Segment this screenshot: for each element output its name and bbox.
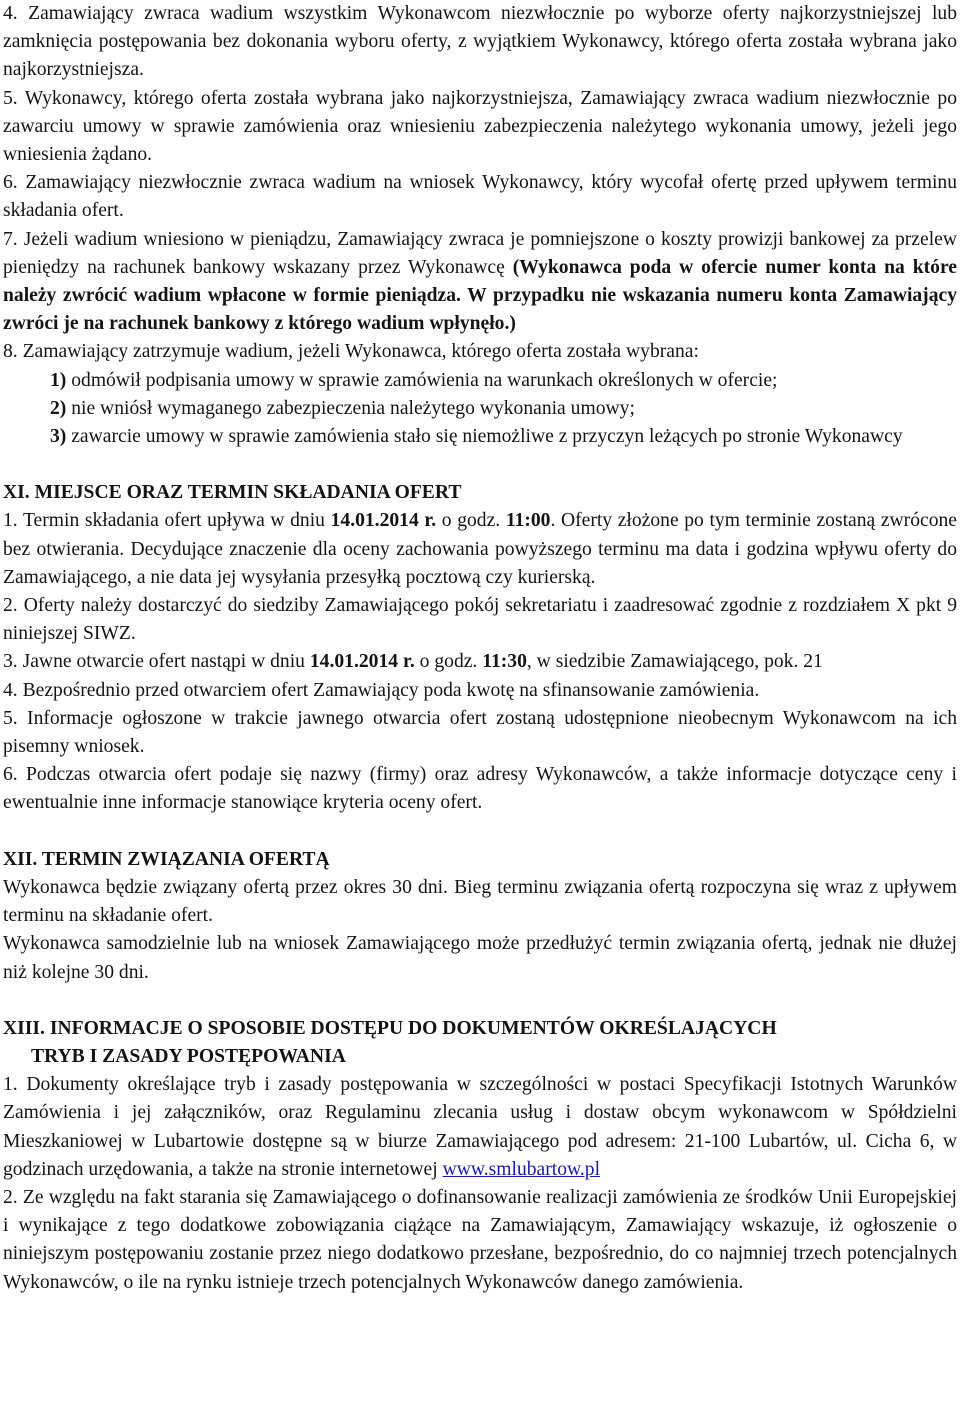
opening-time: 11:30 bbox=[482, 651, 527, 673]
paragraph-x-7 bbox=[3, 226, 957, 339]
paragraph-xi-1-text: 1. Termin składania ofert upływa w dniu bbox=[3, 510, 331, 532]
section-xii-heading: XII. TERMIN ZWIĄZANIA OFERTĄ bbox=[3, 848, 330, 870]
deadline-date: 14.01.2014 r. bbox=[330, 510, 437, 532]
paragraph-xi-1 bbox=[3, 507, 957, 592]
list-item-8-1 bbox=[3, 367, 957, 395]
section-xiii-heading-line2: TRYB I ZASADY POSTĘPOWANIA bbox=[31, 1045, 346, 1067]
list-item-text: zawarcie umowy w sprawie zamówienia stało się niemożliwe z przyczyn leżących po stronie Wykonawcy bbox=[66, 426, 903, 448]
list-item-number: 3) bbox=[50, 426, 67, 448]
paragraph-xi-6: 6. Podczas otwarcia ofert podaje się nazwy (firmy) oraz adresy Wykonawców, a także informacje dotyczące ceny i ewentualnie inne informacje stanowiące kryteria oceny ofert. bbox=[3, 764, 957, 814]
paragraph-xiii-1 bbox=[3, 1071, 957, 1184]
paragraph-x-8: 8. Zamawiający zatrzymuje wadium, jeżeli Wykonawca, którego oferta została wybrana: bbox=[3, 341, 699, 363]
paragraph-x-7-text: 7. Jeżeli wadium wniesiono w pieniądzu, Zamawiający zwraca je pomniejszone o koszty prowizji bankowej za przelew pieniędzy na rachunek bankowy wskazany przez Wykonawcę bbox=[3, 228, 957, 278]
paragraph-xi-5: 5. Informacje ogłoszone w trakcie jawnego otwarcia ofert zostaną udostępnione nieobecnym Wykonawcom na ich pisemny wniosek. bbox=[3, 707, 957, 758]
paragraph-xi-3-text: , w siedzibie Zamawiającego, pok. 21 bbox=[526, 651, 823, 673]
list-item-text: nie wniósł wymaganego zabezpieczenia należytego wykonania umowy; bbox=[66, 397, 635, 419]
website-link[interactable]: www.smlubartow.pl bbox=[442, 1158, 601, 1180]
paragraph-xii-2: Wykonawca samodzielnie lub na wniosek Zamawiającego może przedłużyć termin związania ofertą, jednak nie dłużej niż kolejne 30 dni. bbox=[3, 933, 957, 983]
section-xi-heading: XI. MIEJSCE ORAZ TERMIN SKŁADANIA OFERT bbox=[3, 482, 462, 504]
paragraph-xiii-2: 2. Ze względu na fakt starania się Zamawiającego o dofinansowanie realizacji zamówienia ze środków Unii Europejskiej i wynikające z tego dodatkowe zobowiązania ciążące na Zamawiającym, Zamawiający wskazuje, iż ogłoszenie o niniejszym postępowaniu zostanie przez niego dodatkowo przesłane, bezpośrednio, do co najmniej trzech potencjalnych Wykonawców, o ile na rynku istnieje trzech potencjalnych Wykonawców danego zamówienia. bbox=[3, 1186, 957, 1293]
paragraph-xi-1-text: . Oferty złożone po tym terminie zostaną zwrócone bez otwierania. Decydujące znaczenie dla oceny zachowania powyższego terminu ma data i godzina wpływu oferty do Zamawiającego, a nie data jej wysyłania przesyłką pocztową czy kurierską. bbox=[3, 510, 957, 588]
paragraph-xi-3-text: o godz. bbox=[414, 651, 483, 673]
list-item-number: 1) bbox=[50, 369, 67, 391]
list-item-number: 2) bbox=[50, 397, 67, 419]
paragraph-xii-1: Wykonawca będzie związany ofertą przez okres 30 dni. Bieg terminu związania ofertą rozpoczyna się wraz z upływem terminu na składanie ofert. bbox=[3, 876, 957, 927]
paragraph-x-6: 6. Zamawiający niezwłocznie zwraca wadium na wniosek Wykonawcy, który wycofał ofertę przed upływem terminu składania ofert. bbox=[3, 172, 957, 222]
list-item-8-2 bbox=[3, 395, 957, 423]
paragraph-xi-4: 4. Bezpośrednio przed otwarciem ofert Zamawiający poda kwotę na sfinansowanie zamówienia. bbox=[3, 679, 760, 701]
paragraph-xiii-1-text: 1. Dokumenty określające tryb i zasady postępowania w szczególności w postaci Specyfikacji Istotnych Warunków Zamówienia i jej załączników, oraz Regulaminu zlecania usług i dostaw obcym wykonawcom w Spółdzielni Mieszkaniowej w Lubartowie dostępne są w biurze Zamawiającego pod adresem: 21-100 Lubartów, ul. Cicha 6, w godzinach urzędowania, a także na stronie internetowej bbox=[3, 1074, 957, 1180]
paragraph-xi-1-text: o godz. bbox=[436, 510, 506, 532]
section-xiii-heading: XIII. INFORMACJE O SPOSOBIE DOSTĘPU DO DOKUMENTÓW OKREŚLAJĄCYCH bbox=[3, 1017, 777, 1039]
list-item-8-3 bbox=[3, 423, 957, 451]
paragraph-xi-3-text: 3. Jawne otwarcie ofert nastąpi w dniu bbox=[3, 651, 310, 673]
paragraph-x-5: 5. Wykonawcy, którego oferta została wybrana jako najkorzystniejsza, Zamawiający zwraca wadium niezwłocznie po zawarciu umowy w sprawie zamówienia oraz wniesieniu zabezpieczenia należytego wykonania umowy, jeżeli jego wniesienia żądano. bbox=[3, 87, 957, 166]
opening-date: 14.01.2014 r. bbox=[309, 651, 415, 673]
paragraph-x-4: 4. Zamawiający zwraca wadium wszystkim Wykonawcom niezwłocznie po wyborze oferty najkorzystniejszej lub zamknięcia postępowania bez dokonania wyboru oferty, z wyjątkiem Wykonawcy, którego oferta została wybrana jako najkorzystniejsza. bbox=[3, 3, 957, 81]
deadline-time: 11:00 bbox=[505, 510, 551, 532]
paragraph-xi-2: 2. Oferty należy dostarczyć do siedziby Zamawiającego pokój sekretariatu i zaadresować zgodnie z rozdziałem X pkt 9 niniejszej SIWZ. bbox=[3, 595, 957, 645]
list-item-text: odmówił podpisania umowy w sprawie zamówienia na warunkach określonych w ofercie; bbox=[66, 369, 778, 391]
paragraph-xi-3 bbox=[3, 648, 957, 676]
paragraph-x-7-bold-note: (Wykonawca poda w ofercie numer konta na które należy zwrócić wadium wpłacone w formie pieniądza. W przypadku nie wskazania numeru konta Zamawiający zwróci je na rachunek bankowy z którego wadium wpłynęło.) bbox=[3, 256, 957, 335]
